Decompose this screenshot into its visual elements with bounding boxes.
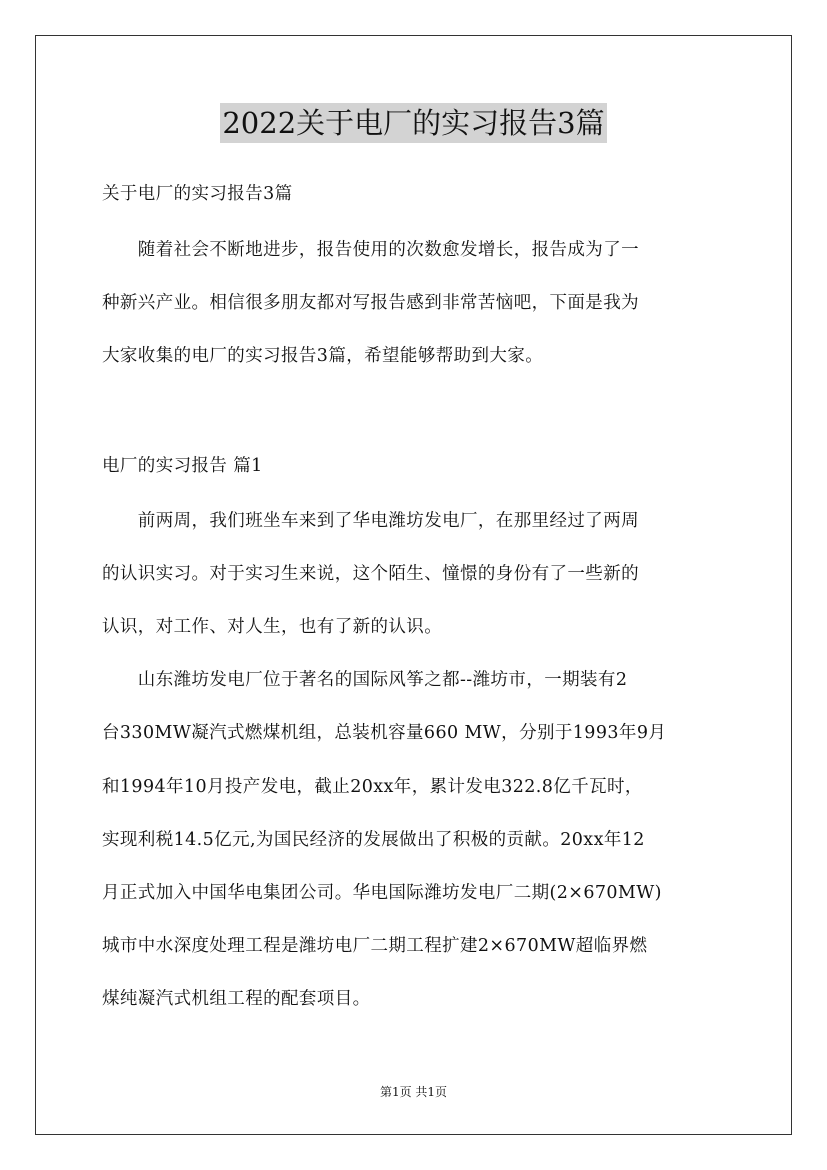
subtitle: 关于电厂的实习报告3篇 [102,184,293,204]
paragraph2-line-2: 台330MW凝汽式燃煤机组，总装机容量660 MW，分别于1993年9月 [102,723,667,743]
paragraph1-line-3: 认识，对工作、对人生，也有了新的认识。 [102,617,443,637]
paragraph2-line-4: 实现利税14.5亿元,为国民经济的发展做出了积极的贡献。20xx年12 [102,830,645,850]
paragraph2-line-5: 月正式加入中国华电集团公司。华电国际潍坊发电厂二期(2×670MW) [102,883,662,903]
paragraph2-line-7: 煤纯凝汽式机组工程的配套项目。 [102,989,371,1009]
section-heading: 电厂的实习报告 篇1 [102,456,263,476]
paragraph2-line-1: 山东潍坊发电厂位于著名的国际风筝之都--潍坊市，一期装有2 [102,670,628,690]
document-title: 2022关于电厂的实习报告3篇 [220,103,606,143]
intro-line-1: 随着社会不断地进步，报告使用的次数愈发增长，报告成为了一 [102,240,639,260]
paragraph2-line-3: 和1994年10月投产发电，截止20xx年，累计发电322.8亿千瓦时， [102,777,643,797]
page-footer: 第1页 共1页 [379,1085,448,1099]
title-container [0,103,827,143]
paragraph2-line-6: 城市中水深度处理工程是潍坊电厂二期工程扩建2×670MW超临界燃 [102,936,648,956]
intro-line-3: 大家收集的电厂的实习报告3篇，希望能够帮助到大家。 [102,346,544,366]
paragraph1-line-2: 的认识实习。对于实习生来说，这个陌生、憧憬的身份有了一些新的 [102,564,639,584]
paragraph1-line-1: 前两周，我们班坐车来到了华电潍坊发电厂，在那里经过了两周 [102,511,639,531]
intro-line-2: 种新兴产业。相信很多朋友都对写报告感到非常苦恼吧，下面是我为 [102,293,639,313]
